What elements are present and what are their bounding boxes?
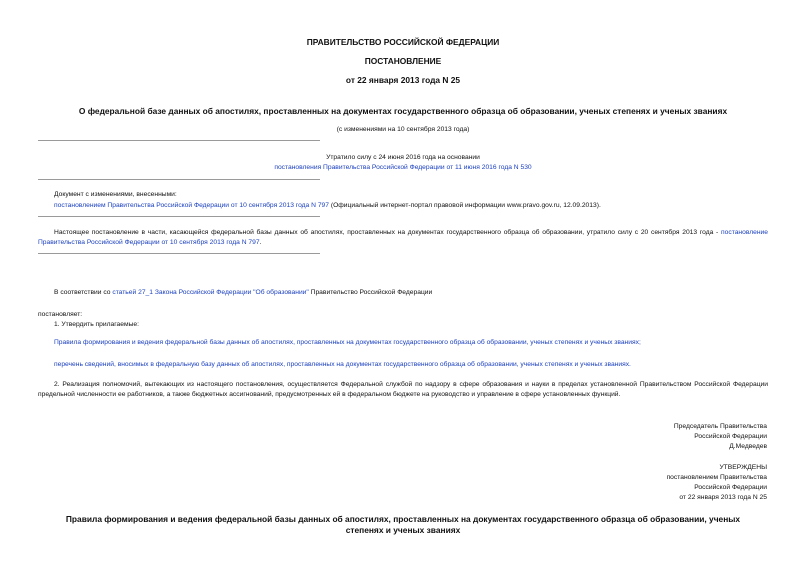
item-1: 1. Утвердить прилагаемые: — [54, 321, 139, 328]
signature-name: Д.Медведев — [729, 443, 767, 450]
basis-pre: В соответствии со — [54, 289, 113, 296]
doc-title: О федеральной базе данных об апостилях, проставленных на документах государственного образца об образовании, ученых степенях и ученых званиях — [78, 106, 728, 116]
list-link[interactable]: перечень сведений, вносимых в федеральную базу данных об апостилях, проставленных на документах государственного образца об образовании, ученых степенях и ученых званиях. — [54, 361, 631, 368]
rules-link[interactable]: Правила формирования и ведения федеральной базы данных об апостилях, проставленных на документах государственного образца об образовании, ученых степенях и ученых званиях; — [54, 339, 641, 346]
signature-title-2: Российской Федерации — [694, 433, 767, 440]
approval-line-2: постановлением Правительства — [666, 474, 767, 481]
lost-force-link[interactable]: постановления Правительства Российской Федерации от 11 июня 2016 года N 530 — [274, 164, 532, 171]
amend-note: (с изменениями на 10 сентября 2013 года) — [336, 126, 470, 133]
divider — [38, 216, 320, 217]
basis-link[interactable]: статьей 27_1 Закона Российской Федерации "Об образовании" — [112, 289, 309, 296]
divider — [38, 179, 320, 180]
signature-title-1: Председатель Правительства — [673, 423, 767, 430]
changes-label: Документ с изменениями, внесенными: — [54, 191, 177, 198]
doc-type: ПОСТАНОВЛЕНИЕ — [364, 56, 442, 66]
approval-line-4: от 22 января 2013 года N 25 — [679, 494, 767, 501]
partial-paragraph — [38, 228, 768, 248]
partial-end: . — [259, 239, 262, 246]
org-name: ПРАВИТЕЛЬСТВО РОССИЙСКОЙ ФЕДЕРАЦИИ — [306, 37, 500, 47]
changes-source: (Официальный интернет-портал правовой информации www.pravo.gov.ru, 12.09.2013). — [328, 202, 601, 209]
changes-line — [54, 202, 601, 210]
approval-line-1: УТВЕРЖДЕНЫ — [719, 464, 767, 471]
doc-date-number: от 22 января 2013 года N 25 — [345, 75, 461, 85]
decree-word: постановляет: — [38, 311, 83, 318]
partial-text: Настоящее постановление в части, касающейся федеральной базы данных об апостилях, проставленных на документах государственного образца об образовании, утратило силу с 20 сентября 2013 года - — [54, 229, 719, 236]
divider — [38, 140, 320, 141]
approval-line-3: Российской Федерации — [694, 484, 767, 491]
partial-link[interactable]: постановление Правительства Российской Федерации от 10 сентября 2013 года N 797 — [38, 229, 769, 246]
item-2: 2. Реализация полномочий, вытекающих из настоящего постановления, осуществляется Федеральной службой по надзору в сфере образования и науки в пределах установленной Правительством Российской Федерации предельной численности ее работников, а также бюджетных ассигнований, предусмотренных ей в федеральном бюджете на руководство и управление в сфере установленных функций. — [38, 381, 768, 398]
lost-force-note: Утратило силу с 24 июня 2016 года на основании — [326, 154, 480, 161]
divider — [38, 253, 320, 254]
rules-title: Правила формирования и ведения федеральной базы данных об апостилях, проставленных на документах государственного образца об образовании, ученых степенях и ученых званиях — [65, 514, 741, 535]
basis-paragraph — [54, 289, 432, 297]
basis-post: Правительство Российской Федерации — [308, 289, 433, 296]
changes-link[interactable]: постановлением Правительства Российской Федерации от 10 сентября 2013 года N 797 — [54, 202, 329, 209]
